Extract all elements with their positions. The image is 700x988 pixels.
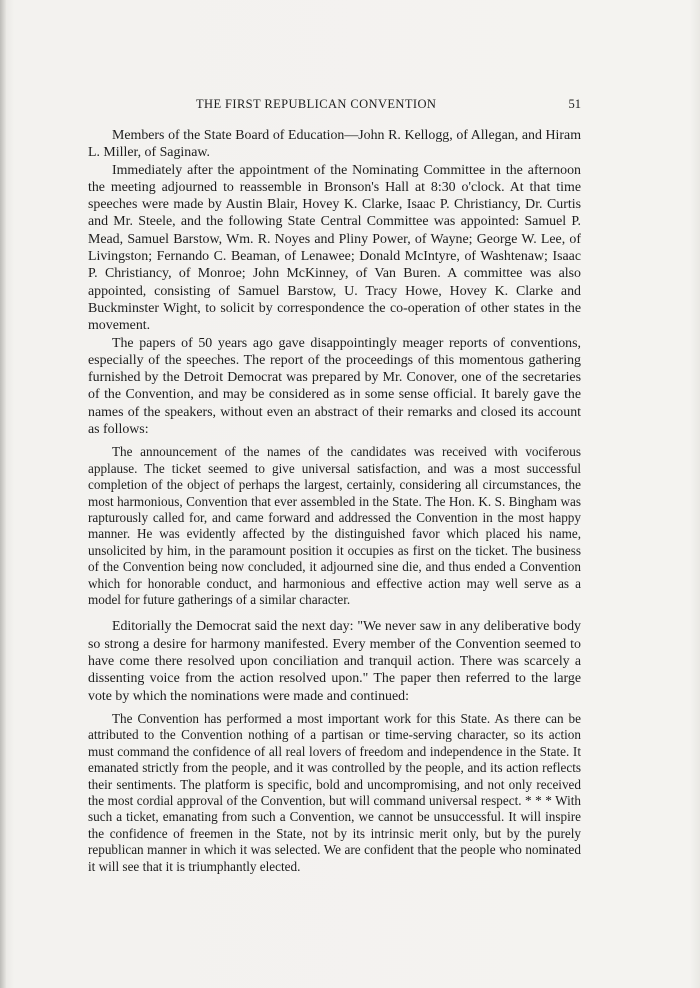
paragraph-editorial: Editorially the Democrat said the next day: "We never saw in any deliberative body so strong a desire for harmony manifested. Every member of the Convention seemed to have come there resolved upon conciliation and tranquil action. There was scarcely a dissenting voice from the action resolved upon." The paper then referred to the large vote by which the nominations were made and continued: [88,619,581,704]
page-binding-edge [0,0,6,988]
quotation-editorial-continued: The Convention has performed a most important work for this State. As there can be attributed to the Convention nothing of a partisan or time-serving character, so its action must command the confidence of all real lovers of freedom and independence in the State. It emanated strictly from the people, and it was controlled by the people, and its action reflects their sentiments. The platform is specific, bold and uncompromising, and not only received the most cordial approval of the Convention, but will command universal respect. * * * With such a ticket, emanating from such a Convention, we cannot be unsuccessful. It will inspire the confidence of freemen in the State, not by its intrinsic merit only, but by the purely republican manner in which it was selected. We are confident that the people who nominated it will see that it is triumphantly elected. [88,710,581,874]
page-body [88,127,581,885]
paragraph-central-committee: Immediately after the appointment of the Nominating Committee in the afternoon the meeting adjourned to reassemble in Bronson's Hall at 8:30 o'clock. At that time speeches were made by Austin Blair, Hovey K. Clarke, Isaac P. Christiancy, Dr. Curtis and Mr. Steele, and the following State Central Committee was appointed: Samuel P. Mead, Samuel Barstow, Wm. R. Noyes and Pliny Power, of Wayne; George W. Lee, of Livingston; Fernando C. Beaman, of Lenawee; Donald McIntyre, of Washtenaw; Isaac P. Christiancy, of Monroe; John McKinney, of Van Buren. A committee was also appointed, consisting of Samuel Barstow, U. Tracy Howe, Hovey K. Clarke and Buckminster Wight, to solicit by correspondence the co-operation of other states in the movement. [88,162,581,334]
running-head: THE FIRST REPUBLICAN CONVENTION [196,97,437,111]
page-header [88,97,581,113]
paragraph-board-of-education: Members of the State Board of Education—John R. Kellogg, of Allegan, and Hiram L. Miller, of Saginaw. [88,128,581,161]
page-number: 51 [568,97,581,111]
paragraph-newspaper-reports: The papers of 50 years ago gave disappointingly meager reports of conventions, especially of the speeches. The report of the proceedings of this momentous gathering furnished by the Detroit Democrat was prepared by Mr. Conover, one of the secretaries of the Convention, and may be considered as in some sense official. It barely gave the names of the speakers, without even an abstract of their remarks and closed its account as follows: [88,335,581,438]
quotation-detroit-democrat-report: The announcement of the names of the candidates was received with vociferous applause. The ticket seemed to give universal satisfaction, and was a most successful completion of the object of perhaps the largest, certainly, considering all circumstances, the most harmonious, Convention that ever assembled in the State. The Hon. K. S. Bingham was rapturously called for, and came forward and addressed the Convention in the most happy manner. He was evidently affected by the distinguished favor which placed his name, unsolicited by him, in the paramount position it occupies as first on the ticket. The business of the Convention being now concluded, it adjourned sine die, and thus ended a Convention which for honorable conduct, and harmonious and effective action may well serve as a model for future gatherings of a similar character. [88,444,581,607]
